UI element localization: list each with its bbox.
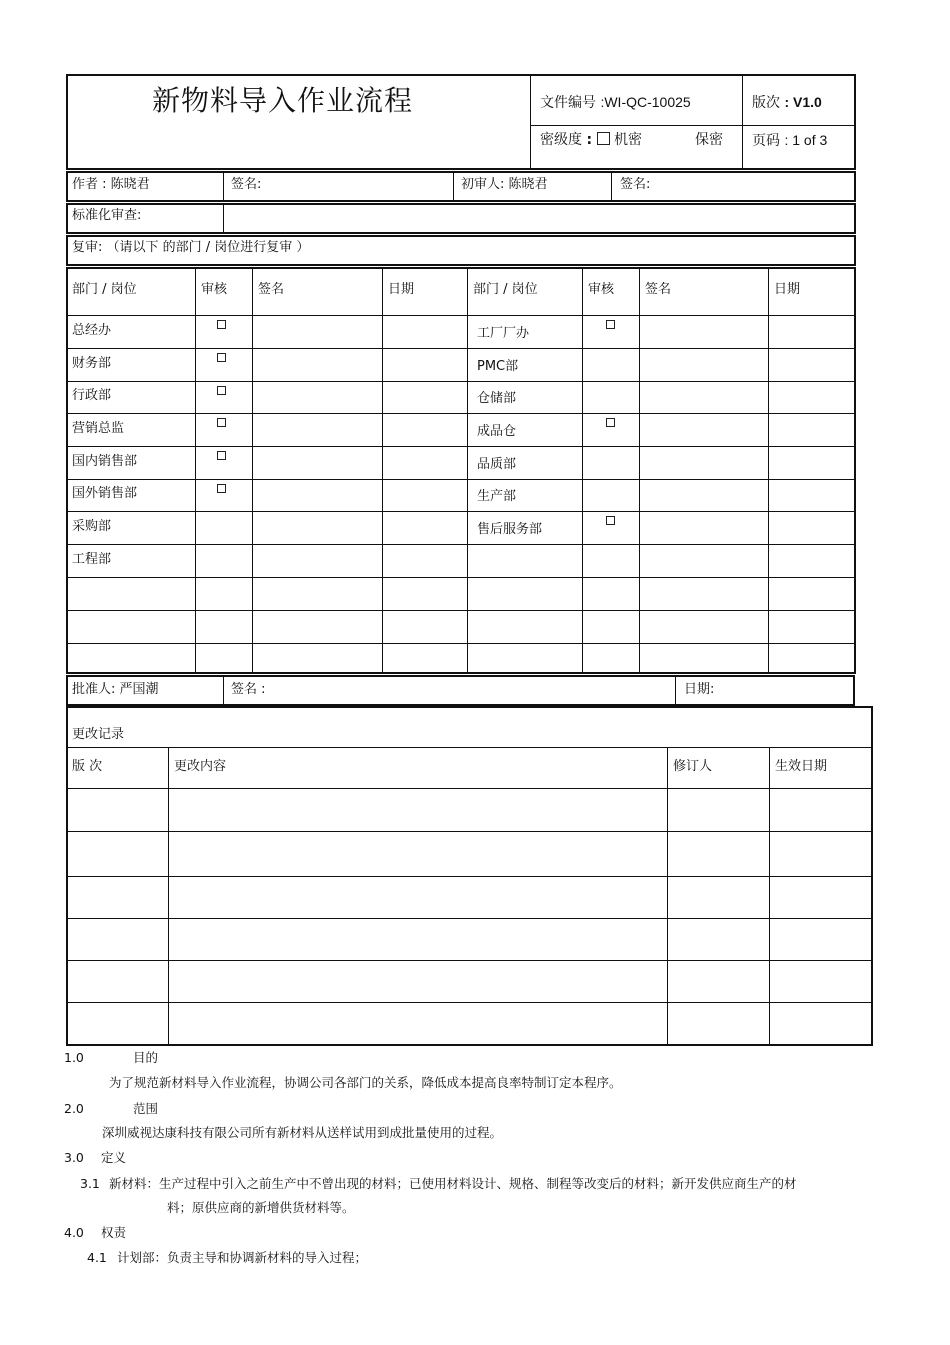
approval-sign-field[interactable]: 签名 : [231,682,266,697]
section-3-1-text: 新材料：生产过程中引入之前生产中不曾出现的材料；已使用材料设计、规格、制程等改变后的材料；新开发供应商生产的材 [109,1176,797,1191]
page-value: : 1 of 3 [784,132,828,148]
review-checkbox-right[interactable] [606,516,615,525]
version [752,93,822,112]
change-row-line [67,1002,872,1003]
approval-date-field[interactable]: 日期: [684,682,715,697]
change-log-title-line [67,747,872,748]
section-3-num: 3.0 [64,1150,84,1165]
approval-vline-1 [223,676,224,705]
approval-row [66,675,855,706]
review-table [66,267,856,674]
review-dept-right: PMC部 [477,359,519,374]
security-colon: : [586,132,593,148]
change-row-line [67,788,872,789]
review-col-line [582,268,583,673]
review-row-line [67,413,855,414]
review-row-line [67,479,855,480]
author-sign-field[interactable]: 签名: [231,177,262,192]
header-vline-1 [530,75,531,169]
review-row-line [67,315,855,316]
section-3-title: 定义 [101,1150,127,1165]
review-checkbox-left[interactable] [217,386,226,395]
section-3-1-text-cont: 料；原供应商的新增供货材料等。 [167,1200,355,1215]
review-dept-left: 国内销售部 [72,454,138,469]
change-header-cell: 生效日期 [775,759,828,774]
review-row-line [67,643,855,644]
section-1-title: 目的 [133,1050,159,1065]
review-dept-left: 采购部 [72,519,112,534]
change-row-line [67,831,872,832]
review-header-cell: 签名 [258,282,285,297]
review-dept-right: 生产部 [477,489,517,504]
doc-number-value: :WI-QC-10025 [600,94,691,110]
section-3-1-num: 3.1 [80,1176,100,1191]
review-row-line [67,381,855,382]
review-row-line [67,577,855,578]
security-checkbox[interactable] [597,132,610,145]
review-dept-left: 财务部 [72,356,112,371]
section-4-num: 4.0 [64,1225,84,1240]
change-col-line [168,747,169,1045]
author-field: 作者 : 陈晓君 [72,177,150,192]
review-dept-right: 成品仓 [477,424,517,439]
security-option-2: 保密 [695,132,723,148]
section-4-1-text: 计划部：负责主导和协调新材料的导入过程； [117,1250,368,1265]
review-dept-right: 工厂厂办 [477,326,530,341]
review-row-line [67,446,855,447]
section-2-title: 范围 [133,1101,159,1116]
review-dept-left: 营销总监 [72,421,125,436]
review-checkbox-left[interactable] [217,418,226,427]
first-reviewer-field: 初审人: 陈晓君 [461,177,548,192]
change-col-line [667,747,668,1045]
author-vline-3 [611,172,612,201]
review-row-line [67,511,855,512]
review-col-line [252,268,253,673]
version-value: : V1.0 [784,94,822,110]
section-2-text: 深圳威视达康科技有限公司所有新材料从送样试用到成批量使用的过程。 [102,1125,503,1140]
section-4-1-num: 4.1 [87,1250,107,1265]
review-col-line [467,268,468,673]
change-row-line [67,876,872,877]
doc-number-label: 文件编号 [540,95,596,111]
version-label: 版次 [752,95,780,111]
review-header-cell: 审核 [201,282,228,297]
author-vline-1 [223,172,224,201]
review-header-cell: 部门 / 岗位 [473,282,538,297]
author-vline-2 [453,172,454,201]
doc-number [540,93,691,112]
page-number [752,131,827,150]
review-row-line [67,544,855,545]
review-dept-left: 总经办 [72,323,112,338]
standard-review-label: 标准化审查: [72,208,142,223]
approver-field: 批准人: 严国潮 [72,682,159,697]
section-2-num: 2.0 [64,1101,84,1116]
standard-review-row [66,203,856,234]
review-col-line [195,268,196,673]
review-col-line [768,268,769,673]
review-col-line [639,268,640,673]
review-dept-right: 售后服务部 [477,522,543,537]
review-row-line [67,348,855,349]
review-checkbox-right[interactable] [606,320,615,329]
review-dept-left: 行政部 [72,388,112,403]
change-header-cell: 更改内容 [174,759,227,774]
change-log-title: 更改记录 [72,727,125,742]
change-header-cell: 修订人 [673,759,713,774]
section-1-text: 为了规范新材料导入作业流程，协调公司各部门的关系，降低成本提高良率特制订定本程序。 [109,1075,622,1090]
review-header-cell: 日期 [774,282,801,297]
header-divider [530,125,855,126]
review-checkbox-left[interactable] [217,320,226,329]
review-dept-left: 国外销售部 [72,486,138,501]
review-dept-left: 工程部 [72,552,112,567]
review-dept-right: 品质部 [477,457,517,472]
section-4-title: 权责 [101,1225,127,1240]
change-row-line [67,960,872,961]
page-label: 页码 [752,133,780,149]
change-col-line [769,747,770,1045]
review-checkbox-left[interactable] [217,484,226,493]
review-col-line [382,268,383,673]
header-vline-2 [742,75,743,169]
doc-title: 新物料导入作业流程 [152,84,414,117]
approval-vline-2 [675,676,676,705]
review-dept-right: 仓储部 [477,391,517,406]
security-level [540,131,642,149]
review-checkbox-left[interactable] [217,451,226,460]
review-header-cell: 签名 [645,282,672,297]
review-row-line [67,610,855,611]
change-row-line [67,918,872,919]
section-1-num: 1.0 [64,1050,84,1065]
security-option: 机密 [613,132,642,148]
review-note: 复审: （请以下 的部门 / 岗位进行复审 ） [72,240,310,255]
review-header-cell: 日期 [388,282,415,297]
reviewer-sign-field[interactable]: 签名: [620,177,651,192]
security-label: 密级度 [540,132,582,148]
standard-review-vline [223,204,224,233]
review-header-cell: 部门 / 岗位 [72,282,137,297]
review-checkbox-left[interactable] [217,353,226,362]
review-header-cell: 审核 [588,282,615,297]
review-checkbox-right[interactable] [606,418,615,427]
change-header-cell: 版 次 [72,759,103,774]
